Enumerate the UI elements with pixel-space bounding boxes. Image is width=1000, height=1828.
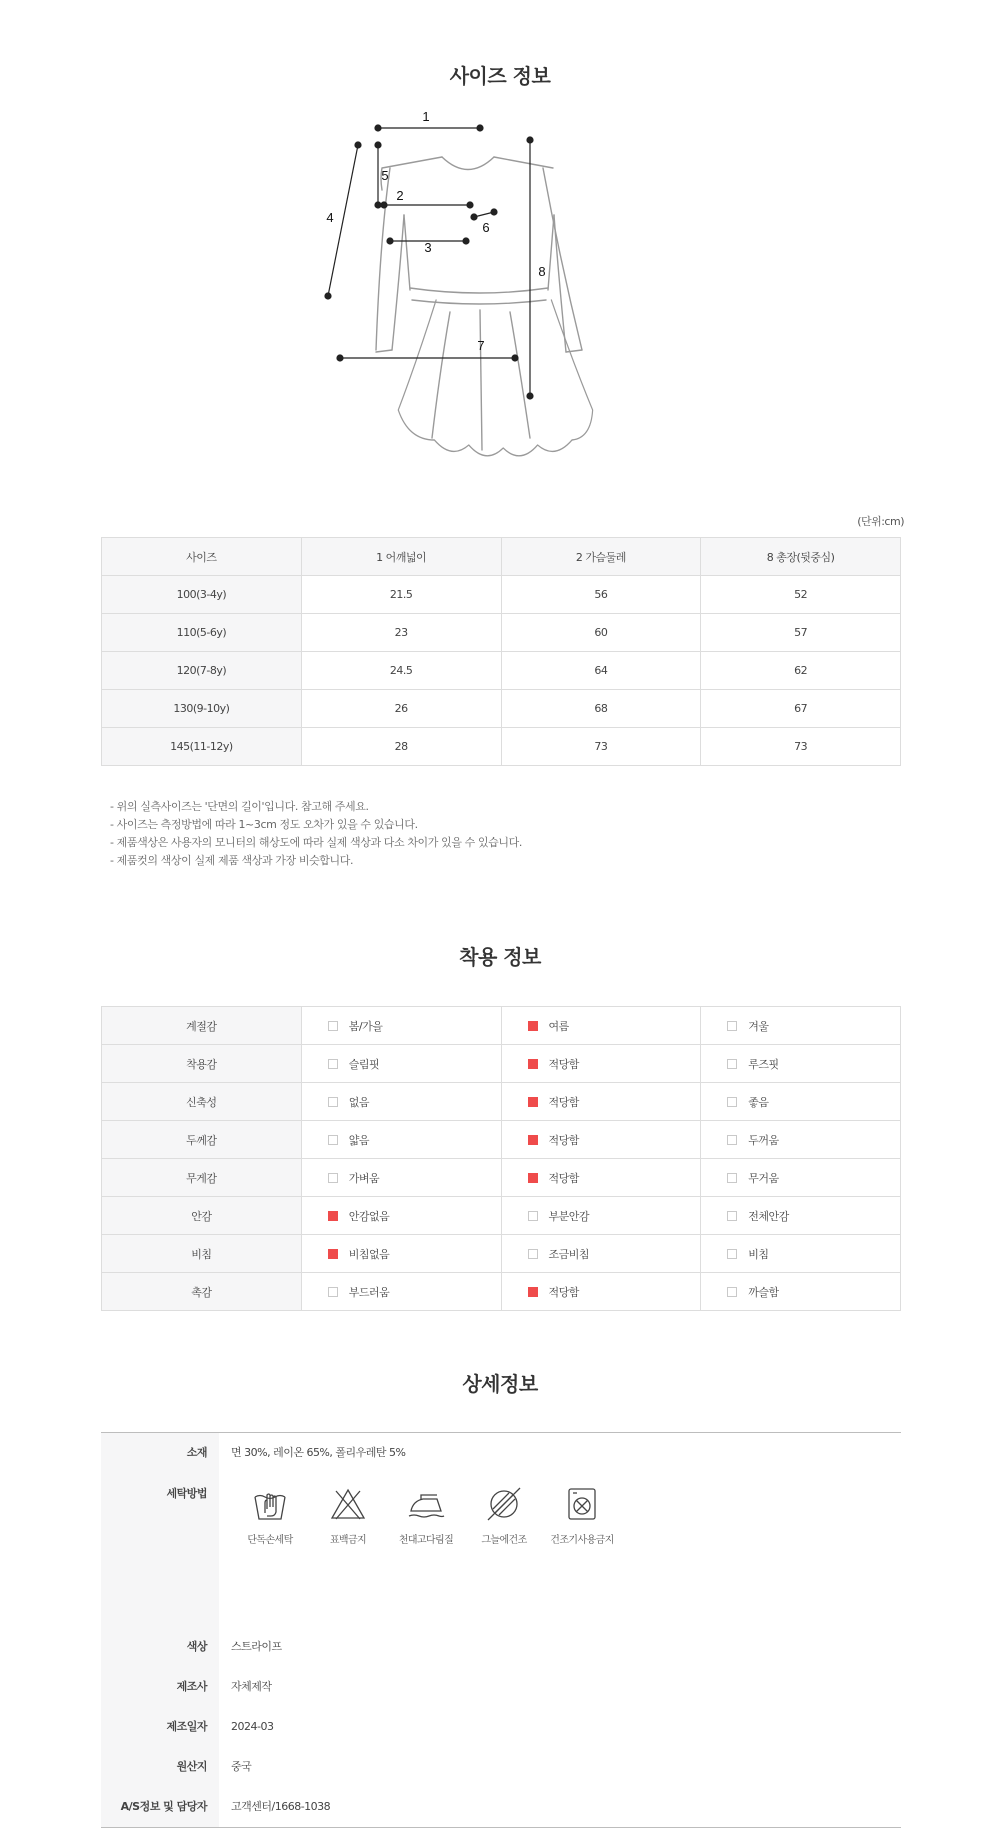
label-8: 8 <box>538 264 546 279</box>
wash-row <box>101 1473 901 1627</box>
wear-option-label: 없음 <box>348 1095 370 1109</box>
size-cell: 110(5-6y) <box>102 614 302 652</box>
note-item: - 제품색상은 사용자의 모니터의 해상도에 따라 실제 색상과 다소 차이가 있을 수 있습니다. <box>110 836 522 849</box>
unchecked-box-icon <box>727 1173 737 1183</box>
wear-option <box>501 1197 701 1235</box>
unchecked-box-icon <box>328 1135 338 1145</box>
value-cell: 57 <box>701 614 901 652</box>
wash-item-label: 그늘에건조 <box>481 1535 527 1546</box>
unchecked-box-icon <box>528 1211 538 1221</box>
wear-option <box>701 1197 901 1235</box>
unchecked-box-icon <box>727 1135 737 1145</box>
wear-row-label: 안감 <box>102 1197 302 1235</box>
wash-item-label: 단독손세탁 <box>247 1535 293 1546</box>
iron-cloth-icon <box>407 1485 445 1523</box>
unchecked-box-icon <box>528 1249 538 1259</box>
checked-box-icon <box>528 1059 538 1069</box>
wear-option <box>701 1083 901 1121</box>
wear-option-label: 두꺼움 <box>748 1133 779 1147</box>
size-notes <box>110 798 522 870</box>
value-cell: 23 <box>301 614 501 652</box>
unit-label: (단위:cm) <box>857 515 904 528</box>
wear-row-label: 비침 <box>102 1235 302 1273</box>
value-cell: 68 <box>501 690 701 728</box>
as-row <box>101 1787 901 1827</box>
material-label: 소재 <box>101 1433 219 1473</box>
value-cell: 60 <box>501 614 701 652</box>
unchecked-box-icon <box>727 1097 737 1107</box>
label-2: 2 <box>396 188 404 203</box>
unchecked-box-icon <box>328 1287 338 1297</box>
no-tumble-dry-icon <box>563 1485 601 1523</box>
table-row <box>102 728 901 766</box>
wear-option <box>301 1121 501 1159</box>
size-table <box>101 537 901 766</box>
color-value: 스트라이프 <box>231 1640 282 1653</box>
wear-option <box>301 1083 501 1121</box>
unchecked-box-icon <box>328 1097 338 1107</box>
wear-option <box>501 1083 701 1121</box>
maker-label: 제조사 <box>101 1667 219 1707</box>
size-info-title: 사이즈 정보 <box>449 64 551 88</box>
note-item: - 위의 실측사이즈는 '단면의 길이'입니다. 참고해 주세요. <box>110 800 369 813</box>
wear-option <box>501 1121 701 1159</box>
value-cell: 24.5 <box>301 652 501 690</box>
wear-option-label: 슬림핏 <box>348 1057 380 1071</box>
wash-label: 세탁방법 <box>101 1473 219 1627</box>
wash-item <box>543 1485 621 1546</box>
size-table-header <box>102 538 901 576</box>
wear-row-label: 계절감 <box>102 1007 302 1045</box>
checked-box-icon <box>328 1211 338 1221</box>
origin-row <box>101 1747 901 1787</box>
wear-option-label: 가벼움 <box>348 1171 380 1185</box>
header-cell: 사이즈 <box>102 538 302 576</box>
color-label: 색상 <box>101 1627 219 1667</box>
wear-option <box>501 1007 701 1045</box>
unchecked-box-icon <box>328 1021 338 1031</box>
wash-item-label: 표백금지 <box>329 1535 367 1546</box>
dress-sketch <box>326 109 660 480</box>
value-cell: 26 <box>301 690 501 728</box>
as-value: 고객센터/1668-1038 <box>231 1800 331 1813</box>
date-value: 2024-03 <box>231 1720 274 1733</box>
wear-row-label: 신축성 <box>102 1083 302 1121</box>
wear-option-label: 부분안감 <box>548 1209 590 1223</box>
value-cell: 21.5 <box>301 576 501 614</box>
wear-row <box>102 1273 901 1311</box>
wear-row <box>102 1083 901 1121</box>
maker-value: 자체제작 <box>231 1680 272 1693</box>
wear-row <box>102 1235 901 1273</box>
wear-option <box>501 1045 701 1083</box>
wear-option-label: 비침없음 <box>348 1247 390 1261</box>
wear-option <box>501 1159 701 1197</box>
wear-row-label: 무게감 <box>102 1159 302 1197</box>
header-cell: 8 총장(뒷중심) <box>701 538 901 576</box>
wear-option <box>701 1121 901 1159</box>
wear-option-label: 여름 <box>548 1019 569 1033</box>
detail-info-table <box>101 1432 901 1828</box>
wear-row <box>102 1197 901 1235</box>
header-cell: 1 어깨넓이 <box>301 538 501 576</box>
wear-option <box>301 1235 501 1273</box>
wear-option-label: 겨울 <box>748 1019 769 1033</box>
wear-row <box>102 1045 901 1083</box>
wear-option-label: 전체안감 <box>748 1209 789 1223</box>
table-row <box>102 576 901 614</box>
checked-box-icon <box>328 1249 338 1259</box>
table-row <box>102 652 901 690</box>
wash-item <box>387 1485 465 1546</box>
note-item: - 사이즈는 측정방법에 따라 1~3cm 정도 오차가 있을 수 있습니다. <box>110 818 418 831</box>
wear-option-label: 좋음 <box>748 1095 769 1109</box>
wear-option-label: 얇음 <box>348 1133 370 1147</box>
wear-option-label: 적당함 <box>548 1171 579 1185</box>
color-row <box>101 1627 901 1667</box>
value-cell: 52 <box>701 576 901 614</box>
label-6: 6 <box>482 220 490 235</box>
wear-option-label: 봄/가을 <box>348 1019 383 1033</box>
unchecked-box-icon <box>727 1021 737 1031</box>
wash-item <box>231 1485 309 1546</box>
wear-option <box>301 1045 501 1083</box>
wear-option <box>701 1045 901 1083</box>
wear-option-label: 부드러움 <box>348 1285 390 1299</box>
size-cell: 100(3-4y) <box>102 576 302 614</box>
maker-row <box>101 1667 901 1707</box>
wear-option-label: 비침 <box>748 1247 769 1261</box>
size-cell: 130(9-10y) <box>102 690 302 728</box>
note-item: - 제품컷의 색상이 실제 제품 색상과 가장 비슷합니다. <box>110 854 354 867</box>
wear-info-title: 착용 정보 <box>459 945 541 969</box>
table-row <box>102 614 901 652</box>
wash-item-label: 천대고다림질 <box>398 1535 454 1546</box>
wear-info-table <box>101 1006 901 1311</box>
wear-option-label: 적당함 <box>548 1057 579 1071</box>
wear-option-label: 까슬함 <box>748 1285 779 1299</box>
label-5: 5 <box>381 168 389 183</box>
checked-box-icon <box>528 1173 538 1183</box>
wear-option <box>301 1273 501 1311</box>
wear-row-label: 촉감 <box>102 1273 302 1311</box>
wear-option <box>301 1007 501 1045</box>
dress-measurement-diagram <box>326 109 660 480</box>
wash-icons <box>231 1473 901 1546</box>
material-value: 면 30%, 레이온 65%, 폴리우레탄 5% <box>231 1446 406 1459</box>
unchecked-box-icon <box>328 1059 338 1069</box>
material-row <box>101 1433 901 1473</box>
wear-option-label: 적당함 <box>548 1285 579 1299</box>
as-label: A/S정보 및 담당자 <box>101 1787 219 1827</box>
unchecked-box-icon <box>727 1059 737 1069</box>
value-cell: 28 <box>301 728 501 766</box>
origin-value: 중국 <box>231 1760 252 1773</box>
value-cell: 64 <box>501 652 701 690</box>
wear-option-label: 무거움 <box>748 1171 779 1185</box>
origin-label: 원산지 <box>101 1747 219 1787</box>
wear-option-label: 적당함 <box>548 1095 579 1109</box>
checked-box-icon <box>528 1287 538 1297</box>
checked-box-icon <box>528 1021 538 1031</box>
detail-info-title: 상세정보 <box>462 1372 538 1396</box>
label-4: 4 <box>326 210 334 225</box>
wear-row <box>102 1121 901 1159</box>
wear-option-label: 루즈핏 <box>748 1057 779 1071</box>
value-cell: 62 <box>701 652 901 690</box>
label-3: 3 <box>424 240 432 255</box>
value-cell: 73 <box>501 728 701 766</box>
wear-row <box>102 1159 901 1197</box>
checked-box-icon <box>528 1135 538 1145</box>
unchecked-box-icon <box>727 1249 737 1259</box>
wear-option-label: 적당함 <box>548 1133 579 1147</box>
label-1: 1 <box>422 109 430 124</box>
size-cell: 120(7-8y) <box>102 652 302 690</box>
value-cell: 73 <box>701 728 901 766</box>
wear-option <box>701 1159 901 1197</box>
wear-option-label: 조금비침 <box>548 1247 590 1261</box>
wear-option-label: 안감없음 <box>348 1209 390 1223</box>
wear-option <box>701 1273 901 1311</box>
unchecked-box-icon <box>328 1173 338 1183</box>
header-cell: 2 가슴둘레 <box>501 538 701 576</box>
value-cell: 67 <box>701 690 901 728</box>
wear-option <box>501 1235 701 1273</box>
no-bleach-icon <box>329 1485 367 1523</box>
date-label: 제조일자 <box>101 1707 219 1747</box>
shade-dry-icon <box>485 1485 523 1523</box>
wear-row <box>102 1007 901 1045</box>
unchecked-box-icon <box>727 1211 737 1221</box>
unchecked-box-icon <box>727 1287 737 1297</box>
wear-row-label: 두께감 <box>102 1121 302 1159</box>
date-row <box>101 1707 901 1747</box>
wear-option <box>301 1159 501 1197</box>
value-cell: 56 <box>501 576 701 614</box>
wash-item <box>309 1485 387 1546</box>
label-7: 7 <box>477 338 485 353</box>
wash-item-label: 건조기사용금지 <box>550 1535 614 1546</box>
checked-box-icon <box>528 1097 538 1107</box>
wear-option <box>701 1007 901 1045</box>
table-row <box>102 690 901 728</box>
hand-wash-icon <box>251 1485 289 1523</box>
size-cell: 145(11-12y) <box>102 728 302 766</box>
wear-row-label: 착용감 <box>102 1045 302 1083</box>
wear-option <box>301 1197 501 1235</box>
wear-option <box>701 1235 901 1273</box>
wear-option <box>501 1273 701 1311</box>
wash-item <box>465 1485 543 1546</box>
